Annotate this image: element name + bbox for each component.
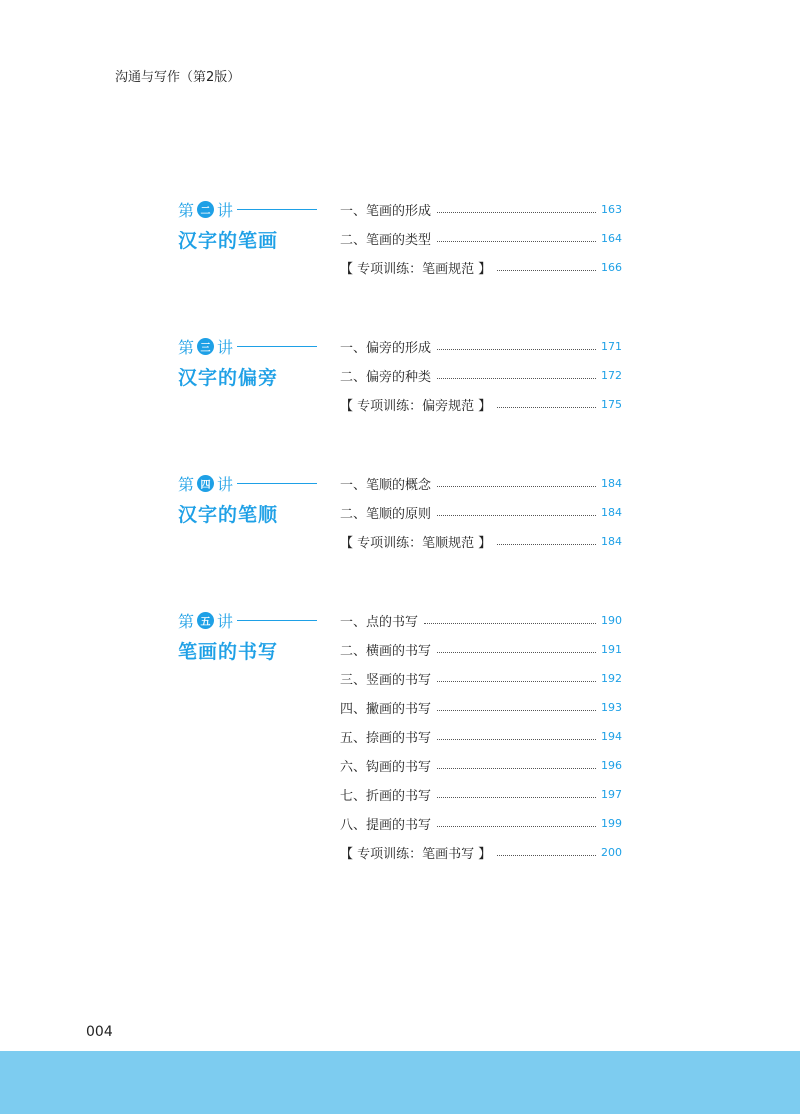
toc-entry[interactable] [340, 751, 622, 780]
toc-entry-label: 七、折画的书写 [340, 789, 432, 804]
lesson-suffix: 讲 [217, 474, 234, 494]
toc-entry-page: 175 [601, 398, 622, 411]
toc-entry-label: 二、偏旁的种类 [340, 370, 432, 385]
toc-entry[interactable] [340, 780, 622, 809]
dot-leader [437, 212, 596, 213]
toc-entry[interactable] [340, 224, 622, 253]
lesson-heading [178, 610, 328, 664]
toc-entry-page: 172 [601, 369, 622, 382]
toc-entry-label: 一、笔画的形成 [340, 204, 432, 219]
dot-leader [437, 378, 596, 379]
toc-entry-page: 193 [601, 701, 622, 714]
lesson-number [178, 336, 328, 356]
toc-entry[interactable] [340, 809, 622, 838]
lesson-heading [178, 199, 328, 253]
toc-entry-page: 163 [601, 203, 622, 216]
toc-entry[interactable] [340, 635, 622, 664]
dot-leader [437, 241, 596, 242]
toc-list [340, 469, 622, 556]
lesson-suffix: 讲 [217, 337, 234, 357]
lesson-prefix: 第 [178, 200, 195, 220]
toc-entry-page: 194 [601, 730, 622, 743]
toc-entry[interactable] [340, 722, 622, 751]
toc-entry[interactable] [340, 664, 622, 693]
lesson-number-badge: 三 [197, 338, 214, 355]
toc-entry[interactable] [340, 469, 622, 498]
toc-entry-label: 二、笔画的类型 [340, 233, 432, 248]
toc-list [340, 606, 622, 867]
lesson-number-badge: 四 [197, 475, 214, 492]
page-number: 004 [86, 1024, 113, 1040]
lesson-title: 汉字的笔顺 [178, 504, 279, 526]
dot-leader [497, 270, 596, 271]
dot-leader [497, 544, 596, 545]
toc-entry[interactable] [340, 361, 622, 390]
heading-rule [237, 483, 317, 484]
toc-entry-label: 二、横画的书写 [340, 644, 432, 659]
dot-leader [437, 486, 596, 487]
toc-entry-page: 164 [601, 232, 622, 245]
heading-rule [237, 209, 317, 210]
heading-rule [237, 620, 317, 621]
lesson-suffix: 讲 [217, 200, 234, 220]
toc-entry-label: 四、撇画的书写 [340, 702, 432, 717]
toc-entry-page: 191 [601, 643, 622, 656]
dot-leader [437, 349, 596, 350]
footer-band [0, 1051, 800, 1114]
toc-entry[interactable] [340, 498, 622, 527]
lesson-number-badge: 二 [197, 201, 214, 218]
toc-entry-label: 一、偏旁的形成 [340, 341, 432, 356]
toc-entry[interactable] [340, 838, 622, 867]
lesson-number [178, 199, 328, 219]
toc-entry[interactable] [340, 390, 622, 419]
dot-leader [437, 797, 596, 798]
toc-entry-page: 196 [601, 759, 622, 772]
running-header: 沟通与写作（第2版） [115, 70, 241, 85]
toc-entry-page: 199 [601, 817, 622, 830]
toc-entry-page: 200 [601, 846, 622, 859]
dot-leader [437, 826, 596, 827]
dot-leader [437, 768, 596, 769]
dot-leader [424, 623, 596, 624]
dot-leader [497, 855, 596, 856]
toc-entry-label: 【 专项训练：笔画书写 】 [340, 847, 492, 862]
lesson-number [178, 610, 328, 630]
toc-entry-label: 一、笔顺的概念 [340, 478, 432, 493]
toc-entry-label: 一、点的书写 [340, 615, 419, 630]
lesson-heading [178, 473, 328, 527]
toc-entry-label: 二、笔顺的原则 [340, 507, 432, 522]
toc-entry-label: 六、钩画的书写 [340, 760, 432, 775]
toc-entry-label: 八、提画的书写 [340, 818, 432, 833]
toc-entry-page: 190 [601, 614, 622, 627]
toc-entry[interactable] [340, 606, 622, 635]
toc-entry[interactable] [340, 527, 622, 556]
toc-entry[interactable] [340, 332, 622, 361]
dot-leader [437, 652, 596, 653]
heading-rule [237, 346, 317, 347]
lesson-number [178, 473, 328, 493]
toc-list [340, 332, 622, 419]
dot-leader [437, 681, 596, 682]
lesson-suffix: 讲 [217, 611, 234, 631]
toc-entry-label: 【 专项训练：笔顺规范 】 [340, 536, 492, 551]
toc-entry-label: 三、竖画的书写 [340, 673, 432, 688]
lesson-prefix: 第 [178, 611, 195, 631]
lesson-title: 汉字的偏旁 [178, 367, 279, 389]
toc-entry[interactable] [340, 693, 622, 722]
toc-entry-label: 【 专项训练：笔画规范 】 [340, 262, 492, 277]
lesson-prefix: 第 [178, 337, 195, 357]
toc-entry[interactable] [340, 195, 622, 224]
toc-entry-page: 197 [601, 788, 622, 801]
toc-entry[interactable] [340, 253, 622, 282]
dot-leader [437, 739, 596, 740]
toc-entry-page: 184 [601, 535, 622, 548]
toc-entry-page: 166 [601, 261, 622, 274]
lesson-heading [178, 336, 328, 390]
toc-entry-page: 184 [601, 506, 622, 519]
lesson-prefix: 第 [178, 474, 195, 494]
toc-entry-label: 五、捺画的书写 [340, 731, 432, 746]
dot-leader [437, 710, 596, 711]
lesson-title: 汉字的笔画 [178, 230, 279, 252]
dot-leader [497, 407, 596, 408]
toc-entry-label: 【 专项训练：偏旁规范 】 [340, 399, 492, 414]
lesson-title: 笔画的书写 [178, 641, 279, 663]
toc-entry-page: 192 [601, 672, 622, 685]
toc-list [340, 195, 622, 282]
toc-entry-page: 184 [601, 477, 622, 490]
toc-entry-page: 171 [601, 340, 622, 353]
dot-leader [437, 515, 596, 516]
lesson-number-badge: 五 [197, 612, 214, 629]
